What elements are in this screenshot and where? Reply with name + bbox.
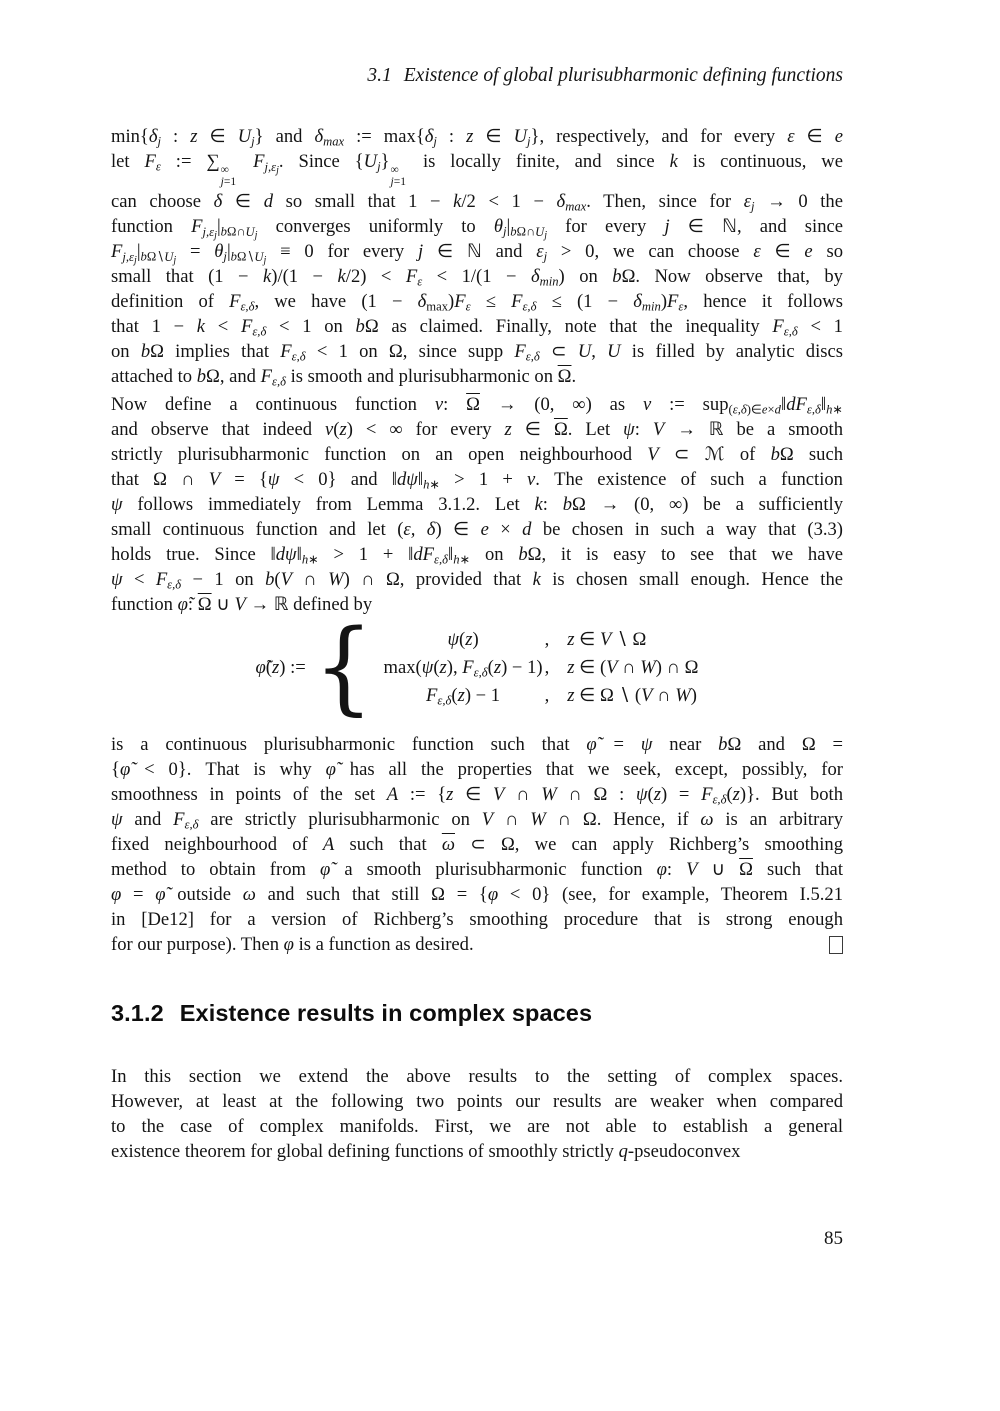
text-line: is a continuous plurisubharmonic function such that φ̃ = ψ near bΩ and Ω = <box>111 734 843 755</box>
case-expression: $F_{\varepsilon,\delta}(z) - 1$ <box>426 685 501 708</box>
text-line: existence theorem for global defining functions of smoothly strictly q-pseudoconvex <box>111 1141 741 1162</box>
text-line: that Ω ∩ V = {ψ < 0} and $‖d\psi‖_{h∗} > 1 + \nu$. The existence of such a function <box>111 469 843 492</box>
text-line: function φ̃: $\overline{\Omega}$ ∪ V → ℝ defined by <box>111 594 373 615</box>
text-line: ψ follows immediately from Lemma 3.1.2. Let k: bΩ → (0, ∞) be a sufficiently <box>111 494 843 515</box>
section-title: Existence results in complex spaces <box>179 1000 593 1026</box>
case-expression: max(ψ(z), $F_{\varepsilon,\delta}(z) - 1$) <box>383 657 543 680</box>
equation-lhs: φ̃(z) := <box>255 657 306 678</box>
section-number: 3.1.2 <box>111 1000 164 1026</box>
text-line: ψ and $F_{\varepsilon,\delta}$ are strictly plurisubharmonic on V ∩ W ∩ Ω. Hence, if ω is an arbitrary <box>111 809 844 832</box>
text-line: strictly plurisubharmonic function on an open neighbourhood V ⊂ ℳ of bΩ such <box>111 444 843 465</box>
text-line: small continuous function and let (ε, δ) ∈ e × d be chosen in such a way that (3.3) <box>111 519 843 540</box>
text-line: can choose δ ∈ d so small that $1 - k/2 < 1 - \delta_{max}$. Then, since for $\varepsilon_j \to 0$ the <box>111 191 843 214</box>
text-line: on bΩ implies that $F_{\varepsilon,\delta} < 1$ on Ω, since supp $F_{\varepsilon,\delta}$ ⊂ U, U is filled by analytic discs <box>111 341 843 364</box>
equation-cases-grid <box>382 626 699 710</box>
paragraph-3 <box>111 732 843 957</box>
section-heading <box>111 1000 843 1027</box>
paragraph-2 <box>111 392 843 617</box>
case-condition: z ∈ V ∖ Ω <box>567 629 647 650</box>
text-line: for our purpose). Then φ is a function as desired. <box>111 932 843 957</box>
text-line: that $1 - k < F_{\varepsilon,\delta} < 1$ on bΩ as claimed. Finally, note that the inequality $F_{\varepsilon,\delta} < 1$ <box>111 316 843 339</box>
case-condition: z ∈ (V ∩ W) ∩ Ω <box>567 657 699 678</box>
text-line: $\min\{\delta_j$ : z ∈ $U_j$} and $\delta_{max}$ := $\max\{\delta_j$ : z ∈ $U_j$}, respectively, and for every ε ∈ e <box>111 126 844 149</box>
case-comma: , <box>544 685 550 706</box>
case-expression: ψ(z) <box>447 629 479 650</box>
text-line: However, at least at the following two points our results are weaker when compared <box>111 1091 843 1112</box>
running-header-title: Existence of global plurisubharmonic defining functions <box>403 65 843 86</box>
case-comma: , <box>544 629 550 650</box>
text-line: In this section we extend the above results to the setting of complex spaces. <box>111 1066 843 1087</box>
text-line: method to obtain from φ̃ a smooth plurisubharmonic function φ: V ∪ $\overline{\Omega}$ such that <box>111 859 843 880</box>
running-header <box>111 64 843 88</box>
case-condition: z ∈ Ω ∖ (V ∩ W) <box>567 685 697 706</box>
text-line: and observe that indeed ν(z) < ∞ for every z ∈ $\overline{\Omega}$. Let ψ: V → ℝ be a smooth <box>111 419 844 440</box>
paragraph-1 <box>111 124 843 389</box>
text-line: function $F_{j,\varepsilon_j}|_{b\Omega\cap U_j}$ converges uniformly to $\theta_j|_{b\Omega\cap U_j}$ for every j ∈ ℕ, and since <box>111 216 843 241</box>
text-line: fixed neighbourhood of A such that $\overline{\omega}$ ⊂ Ω, we can apply Richberg’s smoothing <box>111 834 843 855</box>
text-line: in [De12] for a version of Richberg’s smoothing procedure that is strong enough <box>111 909 843 930</box>
page-number: 85 <box>824 1228 843 1249</box>
text-line: attached to bΩ, and $F_{\varepsilon,\delta}$ is smooth and plurisubharmonic on $\overline{\Omega}$. <box>111 366 577 389</box>
text-line: let $F_\varepsilon$ := ∑ ∞ j=1 $F_{j,\varepsilon_j}$. Since $\{U_j\}$ ∞ j=1 is locally finite, and since k is continuous, we <box>111 151 843 189</box>
running-header-section-number: 3.1 <box>367 65 392 86</box>
left-brace: { <box>313 608 374 727</box>
case-comma: , <box>544 657 550 678</box>
text-line: Now define a continuous function ν: $\overline{\Omega} \to (0$, ∞) as ν := $sup_{(\varepsilon,\delta)\in e\times d}‖dF_{\varepsilon,\delta}‖_{h∗}$ <box>111 394 843 417</box>
text-line: {φ̃ < 0}. That is why φ̃ has all the properties that we seek, except, possibly, for <box>111 759 843 780</box>
text-line: small that $(1 - k)/(1 - k/2) < F_\varepsilon < 1/(1 - \delta_{min})$ on bΩ. Now observe that, by <box>111 266 843 289</box>
paragraph-4 <box>111 1064 843 1164</box>
text-line: smoothness in points of the set A := {z ∈ V ∩ W ∩ Ω : $\psi(z) = F_{\varepsilon,\delta}(z)$}. But both <box>111 784 843 807</box>
text-line: φ = φ̃ outside ω and such that still Ω = {φ < 0} (see, for example, Theorem I.5.21 <box>111 884 843 905</box>
text-line: holds true. Since $‖d\psi‖_{h∗} > 1$ + $‖dF_{\varepsilon,\delta}‖_{h∗}$ on bΩ, it is easy to see that we have <box>111 544 843 567</box>
text-line: $\psi < F_{\varepsilon,\delta} - 1$ on b(V ∩ W) ∩ Ω, provided that k is chosen small enough. Hence the <box>111 569 843 592</box>
text-line: $F_{j,\varepsilon_j}|_{b\Omega∖U_j} = \theta_j|_{b\Omega∖U_j} \equiv 0$ for every j ∈ ℕ and $\varepsilon_j > 0$, we can choose ε ∈ e so <box>111 241 844 266</box>
text-line: definition of $F_{\varepsilon,\delta}$, we have $(1 - \delta_{max})F_\varepsilon \le F_{\varepsilon,\delta} \le (1 - \delta_{min})F_\varepsilon$, hence it follows <box>111 291 843 314</box>
display-equation-cases <box>111 608 843 727</box>
text-line: to the case of complex manifolds. First, we are not able to establish a general <box>111 1116 843 1137</box>
